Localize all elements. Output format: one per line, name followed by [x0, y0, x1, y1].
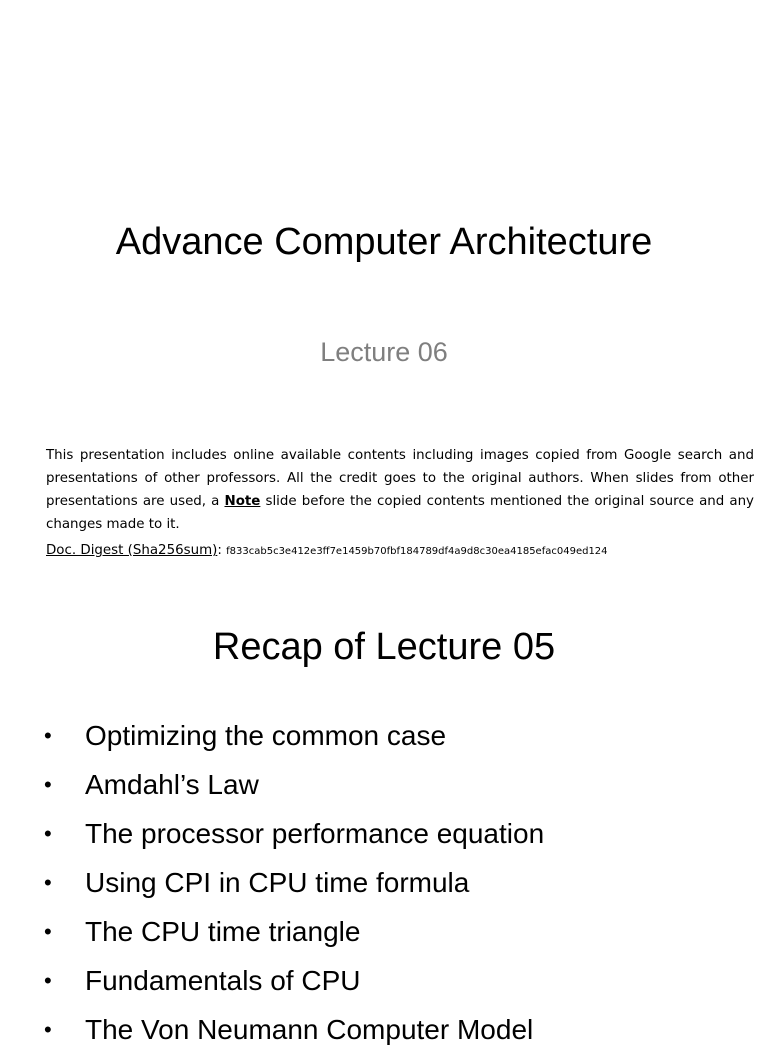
digest-hash: f833cab5c3e412e3ff7e1459b70fbf184789df4a9d8c30ea4185efac049ed124: [226, 546, 608, 557]
bullet-icon: •: [44, 1017, 52, 1042]
presentation-title: Advance Computer Architecture: [115, 221, 653, 263]
bullet-text: The Von Neumann Computer Model: [85, 1014, 534, 1045]
doc-digest: [46, 537, 756, 563]
notice-text-after: slide before the copied contents mentioned the original source and any changes made to it.: [46, 494, 754, 532]
bullet-icon: •: [44, 772, 52, 797]
bullet-text: Amdahl’s Law: [85, 769, 259, 800]
notice-text-before: This presentation includes online available contents including images copied from Google search and presentations of other professors. All the credit goes to the original authors. When slides from other presentations are used, a: [46, 448, 754, 509]
bullet-text: Fundamentals of CPU: [85, 965, 361, 996]
list-item: [0, 907, 768, 956]
bullet-text: The CPU time triangle: [85, 916, 361, 947]
recap-title: Recap of Lecture 05: [212, 626, 556, 668]
bullet-text: Optimizing the common case: [85, 720, 447, 751]
list-item: [0, 711, 768, 760]
copyright-notice: [46, 444, 754, 536]
bullet-icon: •: [44, 723, 52, 748]
list-item: [0, 1005, 768, 1054]
bullet-icon: •: [44, 968, 52, 993]
bullet-text: The processor performance equation: [85, 818, 545, 849]
bullet-icon: •: [44, 919, 52, 944]
bullet-text: Using CPI in CPU time formula: [85, 867, 470, 898]
digest-label: Doc. Digest (Sha256sum): [46, 543, 218, 558]
recap-bullet-list: [0, 711, 768, 1054]
lecture-subtitle: Lecture 06: [320, 337, 448, 367]
list-item: [0, 956, 768, 1005]
list-item: [0, 858, 768, 907]
digest-separator: :: [217, 543, 227, 558]
bullet-icon: •: [44, 821, 52, 846]
list-item: [0, 760, 768, 809]
list-item: [0, 809, 768, 858]
recap-slide: [0, 585, 768, 1045]
bullet-icon: •: [44, 870, 52, 895]
note-keyword: Note: [224, 494, 261, 509]
